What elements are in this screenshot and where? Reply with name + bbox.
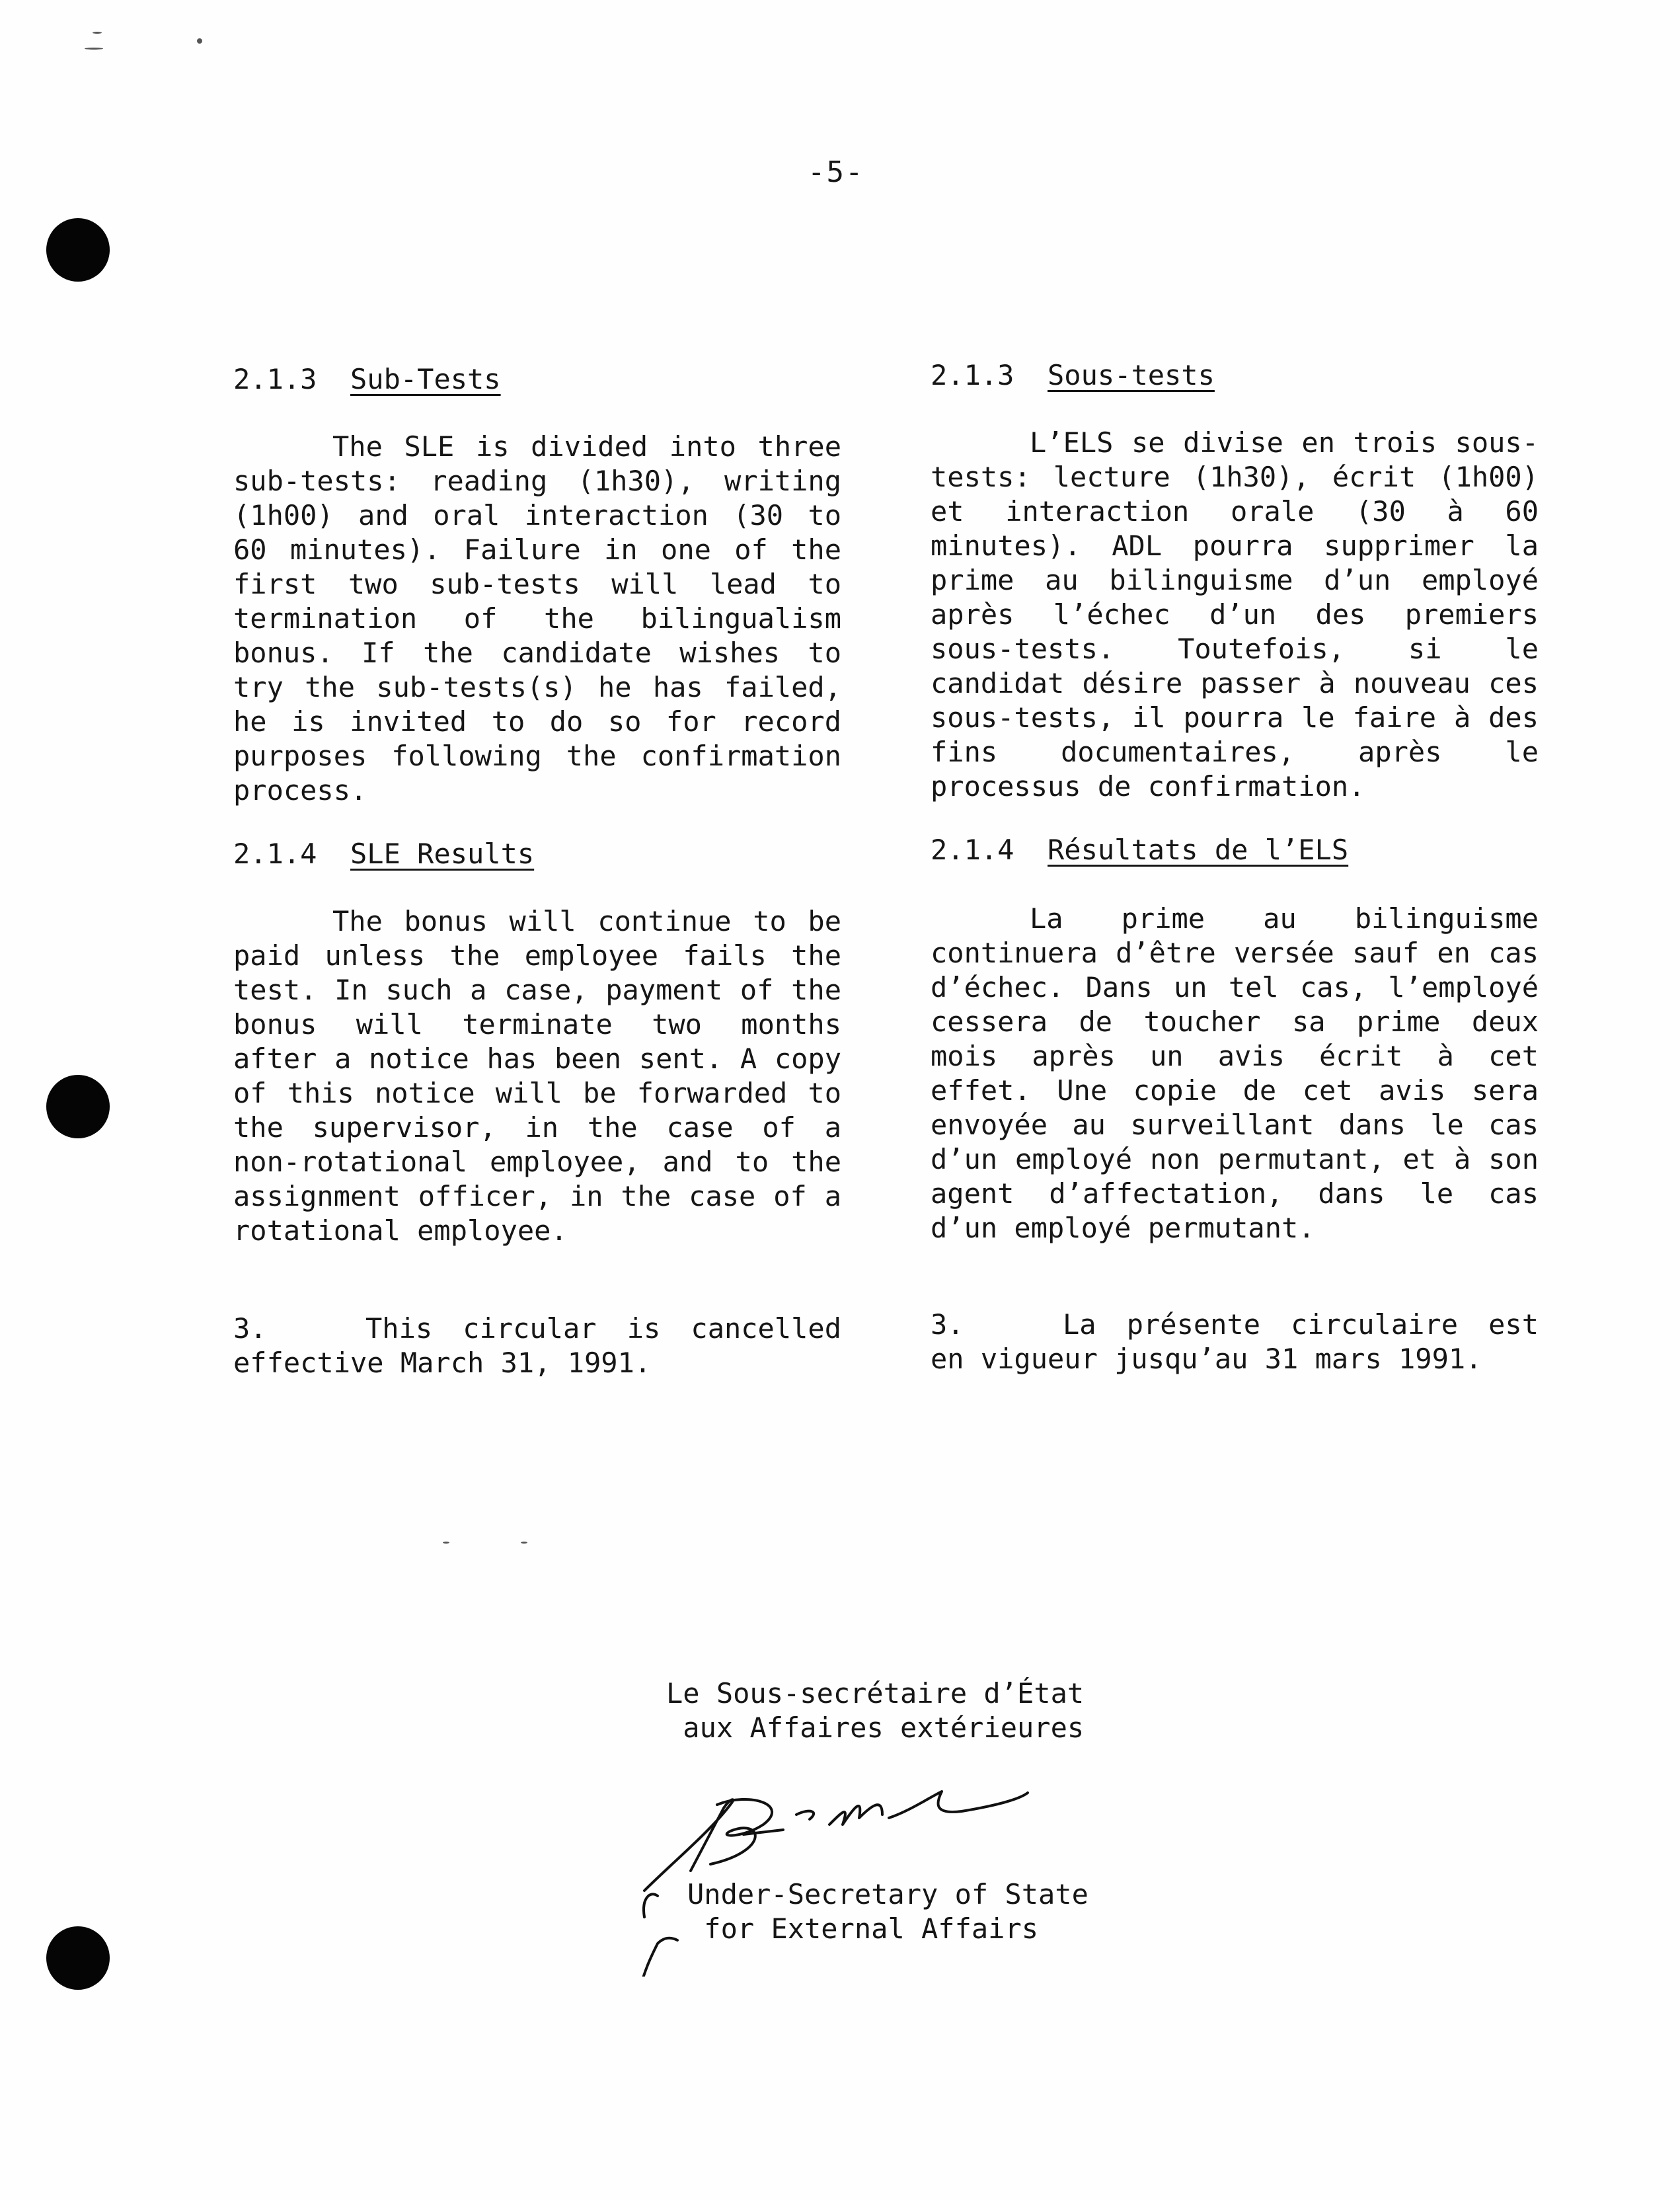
punch-hole-bottom	[46, 1926, 110, 1990]
section-title: Sub-Tests	[350, 363, 501, 395]
scan-speck	[443, 1542, 449, 1544]
punch-hole-middle	[46, 1075, 110, 1138]
item-text: La présente circulaire est en vigueur jusqu’au 31 mars 1991.	[931, 1308, 1539, 1375]
section-heading-2-1-4-en	[233, 837, 534, 871]
section-title: SLE Results	[350, 838, 535, 870]
paragraph-text: L’ELS se divise en trois sous-tests: lecture (1h30), écrit (1h00) et interaction orale (30 à 60 minutes). ADL pourra supprimer la prime au bilinguisme d’un employé après l’échec d’un des premiers sous-tests. Toutefois, si le candidat désire passer à nouveau ces sous-tests, il pourra le faire à des fins documentaires, après le processus de confirmation.	[931, 426, 1539, 803]
item-3-fr	[931, 1308, 1539, 1376]
paragraph-text: The SLE is divided into three sub-tests: reading (1h30), writing (1h00) and oral interaction (30 to 60 minutes). Failure in one of the first two sub-tests will lead to termination of the bilingualism bonus. If the candidate wishes to try the sub-tests(s) he has failed, he is invited to do so for record purposes following the confirmation process.	[233, 430, 841, 806]
section-number: 2.1.3	[931, 359, 1014, 391]
paragraph-resultats-fr	[931, 902, 1539, 1245]
section-heading-2-1-3-fr	[931, 358, 1215, 393]
signature-title-en-line1: Under-Secretary of State	[687, 1878, 1088, 1910]
section-title: Sous-tests	[1048, 359, 1215, 391]
item-3-en	[233, 1312, 841, 1380]
paragraph-sous-tests-fr	[931, 426, 1539, 804]
paragraph-sle-results-en	[233, 904, 841, 1248]
section-title: Résultats de l’ELS	[1048, 834, 1349, 866]
page-number: -5-	[808, 155, 864, 189]
signature-title-fr-line1: Le Sous-secrétaire d’État	[666, 1677, 1085, 1709]
section-number: 2.1.4	[233, 838, 317, 870]
scan-speck	[521, 1542, 527, 1544]
item-text: This circular is cancelled effective March 31, 1991.	[233, 1312, 841, 1379]
section-heading-2-1-4-fr	[931, 833, 1348, 867]
paragraph-text: La prime au bilinguisme continuera d’être versée sauf en cas d’échec. Dans un tel cas, l’employé cessera de toucher sa prime deux mois après un avis écrit à cet effet. Une copie de cet avis sera envoyée au surveillant dans le cas d’un employé non permutant, et à son agent d’affectation, dans le cas d’un employé permutant.	[931, 902, 1539, 1244]
section-number: 2.1.4	[931, 834, 1014, 866]
signature-title-en	[687, 1877, 1088, 1946]
scan-speck	[197, 38, 202, 44]
signature-title-en-line2: for External Affairs	[704, 1912, 1039, 1945]
paragraph-text: The bonus will continue to be paid unless the employee fails the test. In such a case, payment of the bonus will terminate two months after a notice has been sent. A copy of this notice will be forwarded to the supervisor, in the case of a non-rotational employee, and to the assignment officer, in the case of a rotational employee.	[233, 905, 841, 1247]
signature-title-fr-line2: aux Affaires extérieures	[683, 1711, 1085, 1744]
punch-hole-top	[46, 218, 110, 282]
scan-speck	[93, 32, 102, 34]
paragraph-sub-tests-en	[233, 430, 841, 808]
section-heading-2-1-3-en	[233, 362, 501, 397]
signature-title-fr	[666, 1676, 1084, 1745]
section-number: 2.1.3	[233, 363, 317, 395]
item-number: 3.	[233, 1312, 267, 1345]
item-number: 3.	[931, 1308, 964, 1341]
scan-speck	[85, 48, 103, 50]
